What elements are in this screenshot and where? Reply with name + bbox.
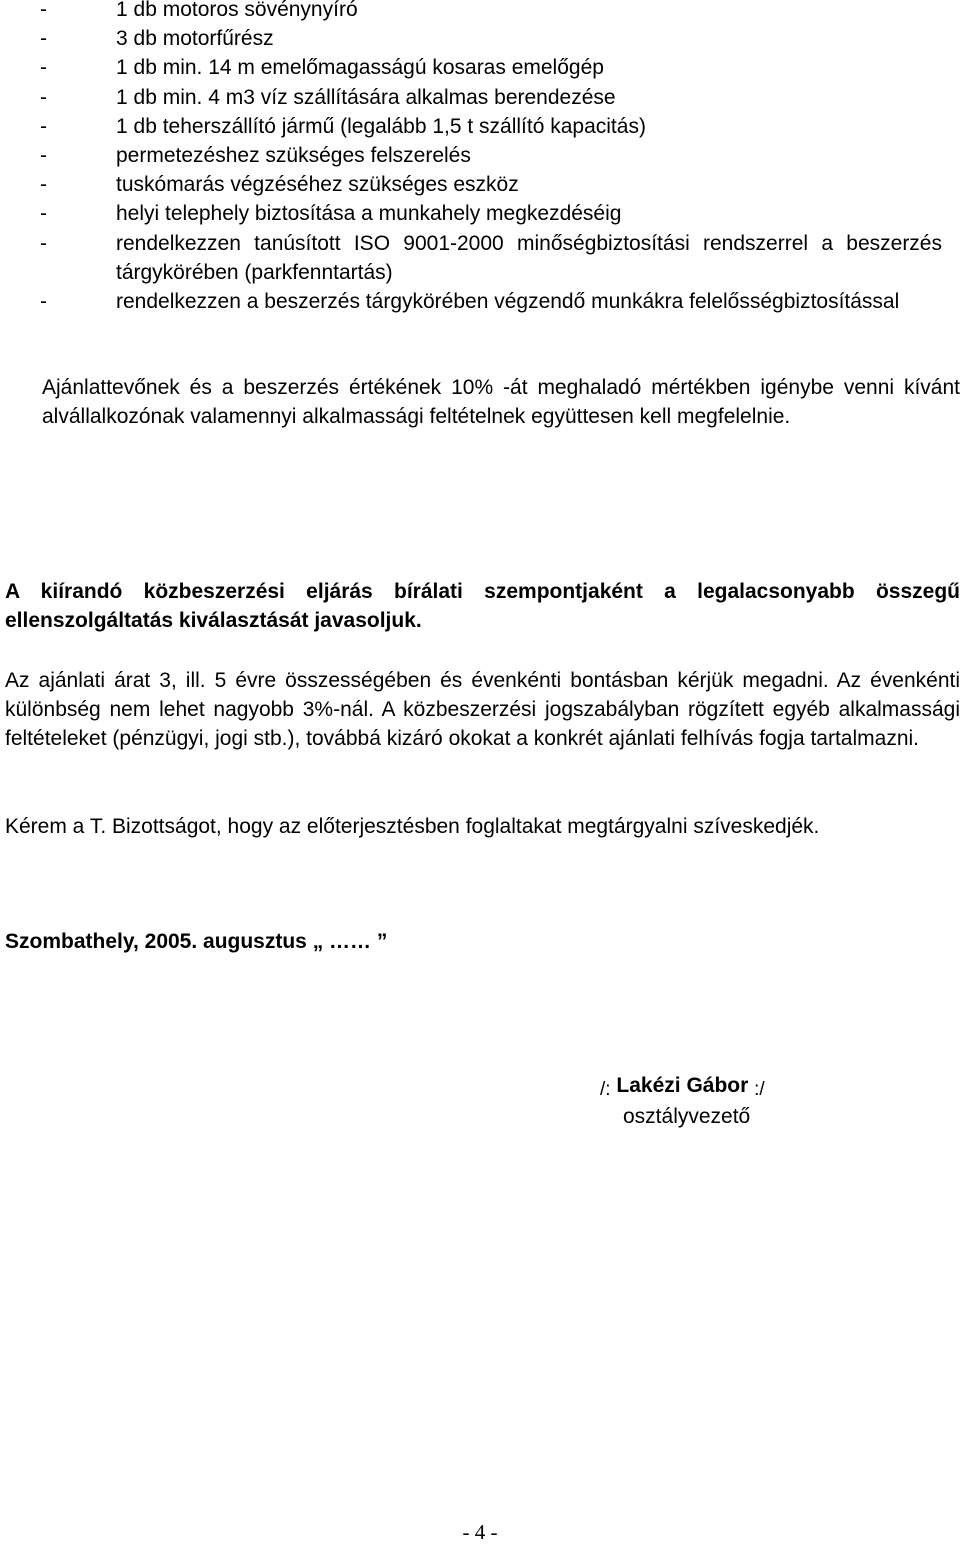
signature-suffix: :/: [754, 1079, 765, 1100]
list-item-text: helyi telephely biztosítása a munkahely megkezdéséig: [116, 202, 622, 226]
list-item: [0, 53, 960, 82]
signatory-name: Lakézi Gábor: [616, 1074, 749, 1097]
list-dash: -: [40, 231, 47, 255]
list-item: [0, 287, 960, 316]
list-dash: -: [40, 27, 47, 51]
list-dash: -: [40, 290, 47, 314]
list-dash: -: [40, 202, 47, 226]
list-item: [0, 24, 960, 53]
list-item: [0, 0, 960, 24]
signatory-title: osztályvezető: [623, 1105, 751, 1128]
list-dash: -: [40, 144, 47, 168]
list-dash: -: [40, 56, 47, 80]
list-dash: -: [40, 85, 47, 109]
list-item-text: 1 db motoros sövénynyíró: [116, 0, 358, 21]
list-item: [0, 83, 960, 112]
list-item: [0, 141, 960, 170]
list-item-text: 1 db min. 4 m3 víz szállítására alkalmas berendezése: [116, 85, 616, 109]
pricing-paragraph: Az ajánlati árat 3, ill. 5 évre összességében és évenkénti bontásban kérjük megadni. Az évenkénti különbség nem lehet nagyobb 3%-nál. A közbeszerzési jogszabályban rögzített egyéb alkalmassági feltételeket (pénzügyi, jogi stb.), továbbá kizáró okokat a konkrét ajánlati felhívás fogja tartalmazni.: [5, 669, 960, 751]
list-item-text: 1 db teherszállító jármű (legalább 1,5 t szállító kapacitás): [116, 114, 646, 138]
list-dash: -: [40, 173, 47, 197]
request-paragraph: Kérem a T. Bizottságot, hogy az előterjesztésben foglaltakat megtárgyalni szíveskedjék.: [5, 815, 820, 838]
evaluation-criteria-paragraph: A kiírandó közbeszerzési eljárás bírálati szempontjaként a legalacsonyabb összegű ellenszolgáltatás kiválasztását javasoljuk.: [5, 580, 960, 633]
equipment-list: [0, 0, 960, 316]
list-item-text: 1 db min. 14 m emelőmagasságú kosaras emelőgép: [116, 56, 604, 80]
page-number: - 4 -: [462, 1520, 498, 1544]
subcontractor-paragraph: Ajánlattevőnek és a beszerzés értékének 10% -át meghaladó mértékben igénybe venni kívánt alvállalkozónak valamennyi alkalmassági feltételnek együttesen kell megfelelnie.: [42, 376, 960, 429]
list-dash: -: [40, 0, 47, 21]
list-item-text: 3 db motorfűrész: [116, 27, 274, 51]
list-item-text: rendelkezzen a beszerzés tárgykörében végzendő munkákra felelősségbiztosítással: [116, 290, 900, 314]
list-item: [0, 199, 960, 228]
list-item: [0, 170, 960, 199]
place-date: Szombathely, 2005. augusztus „ …… ”: [5, 930, 388, 953]
list-item-text: rendelkezzen tanúsított ISO 9001-2000 minőségbiztosítási rendszerrel a beszerzés tárgykörében (parkfenntartás): [116, 231, 942, 284]
list-item: [0, 229, 960, 287]
list-dash: -: [40, 114, 47, 138]
list-item-text: permetezéshez szükséges felszerelés: [116, 144, 471, 168]
signature-line: [600, 1071, 765, 1104]
signature-prefix: /:: [600, 1079, 611, 1100]
list-item-text: tuskómarás végzéséhez szükséges eszköz: [116, 173, 519, 197]
list-item: [0, 112, 960, 141]
